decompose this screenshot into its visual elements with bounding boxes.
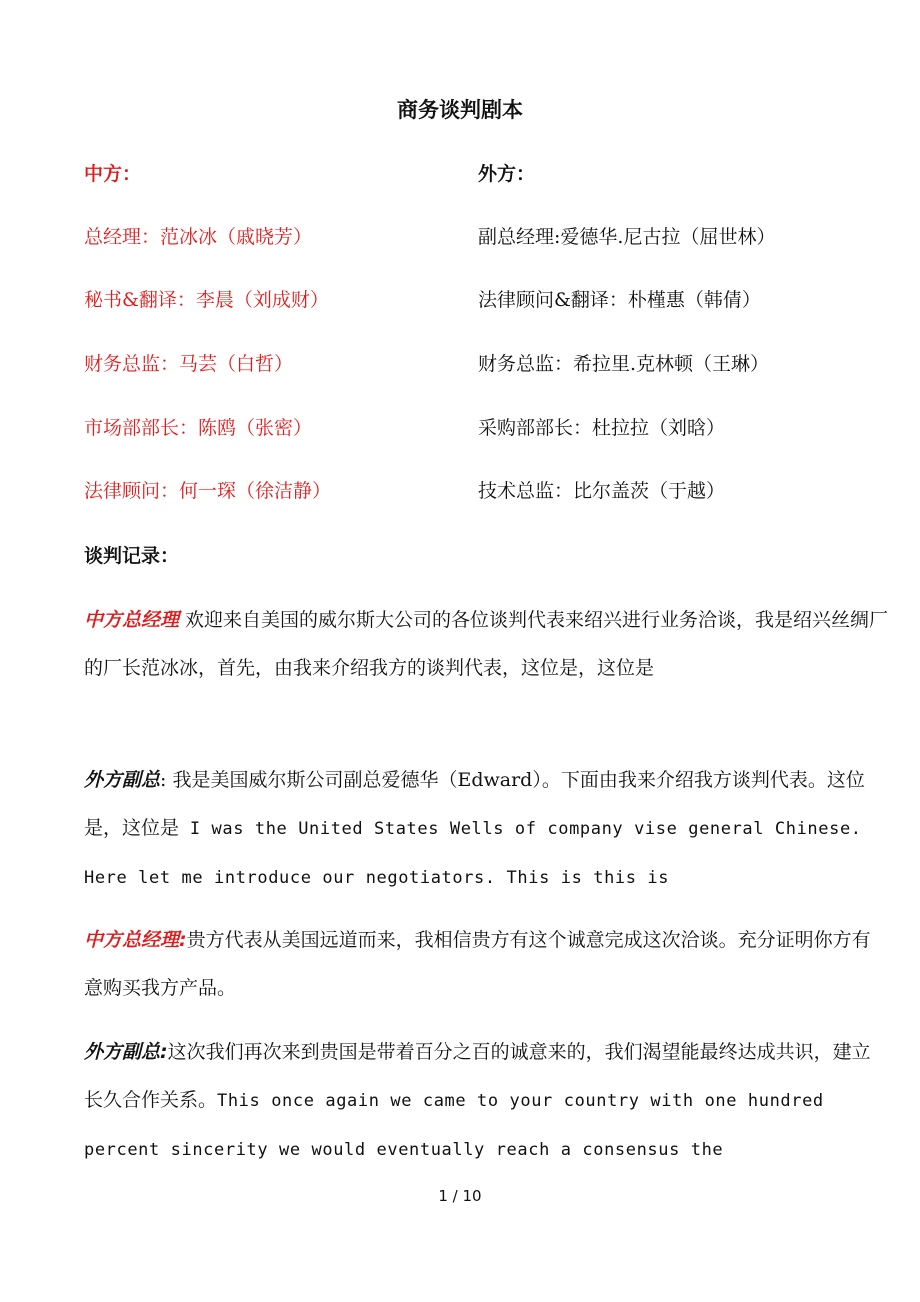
dialogue-speaker: 中方总经理 <box>84 609 180 631</box>
chinese-member-1: 总经理：范冰冰（戚晓芳） <box>84 226 313 248</box>
negotiation-record-heading: 谈判记录： <box>84 545 180 567</box>
chinese-member-3: 财务总监：马芸（白哲） <box>84 353 294 375</box>
dialogue-speaker: 外方副总: <box>84 1041 168 1063</box>
dialogue-paragraph-4 <box>84 1028 889 1174</box>
dialogue-english: This once again we came to your country with one hundred percent sincerity we would eventually reach a consensus the <box>84 1091 824 1160</box>
dialogue-paragraph-3 <box>84 916 889 1012</box>
chinese-member-4: 市场部部长：陈鸥（张密） <box>84 417 313 439</box>
foreign-member-2: 法律顾问&翻译：朴槿惠（韩倩） <box>478 289 761 311</box>
chinese-side-heading: 中方： <box>84 163 142 185</box>
dialogue-text: : 我是美国威尔斯公司副总爱德华（Edward）。下面由我来介绍我方谈判代表。这位是，这位是 <box>84 769 865 839</box>
dialogue-paragraph-2 <box>84 756 889 902</box>
dialogue-text: 欢迎来自美国的威尔斯大公司的各位谈判代表来绍兴进行业务洽谈，我是绍兴丝绸厂的厂长范冰冰，首先，由我来介绍我方的谈判代表，这位是，这位是 <box>84 609 889 679</box>
foreign-member-4: 采购部部长：杜拉拉（刘晗） <box>478 417 726 439</box>
foreign-side-heading: 外方： <box>478 163 536 185</box>
dialogue-speaker: 中方总经理: <box>84 929 187 951</box>
chinese-member-2: 秘书&翻译：李晨（刘成财） <box>84 289 329 311</box>
page-title: 商务谈判剧本 <box>397 98 523 122</box>
chinese-member-5: 法律顾问：何一琛（徐洁静） <box>84 480 332 502</box>
page-number: 1 / 10 <box>438 1187 482 1205</box>
dialogue-text: 贵方代表从美国远道而来，我相信贵方有这个诚意完成这次洽谈。充分证明你方有意购买我方产品。 <box>84 929 871 999</box>
dialogue-text: 这次我们再次来到贵国是带着百分之百的诚意来的，我们渴望能最终达成共识，建立长久合作关系。 <box>84 1041 871 1111</box>
dialogue-speaker: 外方副总 <box>84 769 161 791</box>
foreign-member-5: 技术总监：比尔盖茨（于越） <box>478 480 726 502</box>
foreign-member-1: 副总经理:爱德华.尼古拉（屈世林） <box>478 226 776 248</box>
dialogue-paragraph-1 <box>84 596 889 692</box>
dialogue-english: I was the United States Wells of company vise general Chinese. Here let me introduce our negotiators. This is this is <box>84 819 862 888</box>
foreign-member-3: 财务总监：希拉里.克林顿（王琳） <box>478 353 770 375</box>
